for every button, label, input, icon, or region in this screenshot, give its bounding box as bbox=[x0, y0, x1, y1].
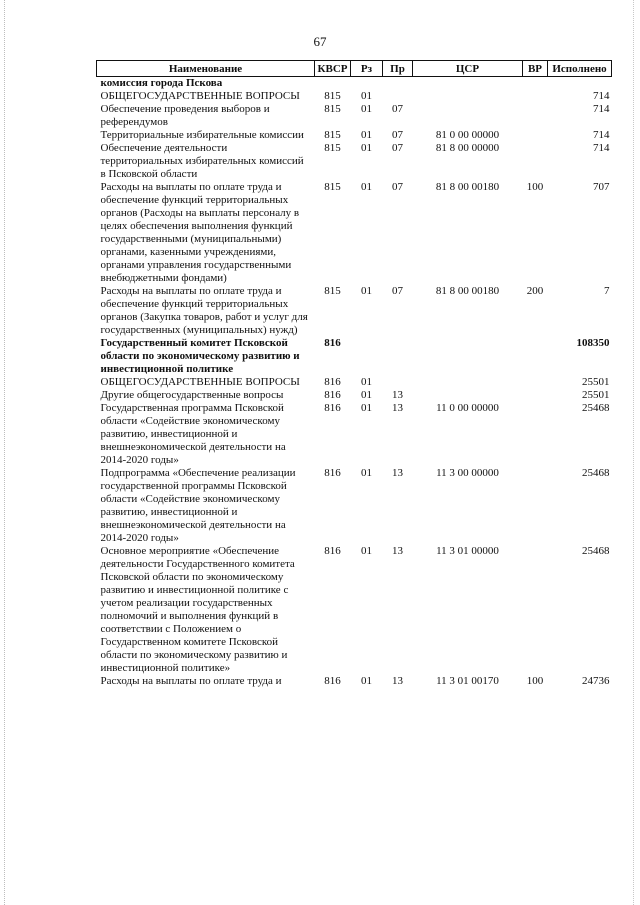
table-row bbox=[97, 402, 612, 467]
page-number: 67 bbox=[313, 34, 327, 49]
cell-csr: 11 3 01 00170 bbox=[436, 675, 499, 687]
table-row bbox=[97, 103, 612, 129]
cell-csr bbox=[413, 337, 523, 376]
header-pr: Пр bbox=[383, 61, 413, 77]
cell-kvsr: 816 bbox=[324, 402, 341, 414]
table-body bbox=[97, 77, 612, 689]
cell-kvsr: 815 bbox=[324, 90, 341, 102]
cell-vr bbox=[523, 389, 548, 402]
header-csr: ЦСР bbox=[413, 61, 523, 77]
table-row bbox=[97, 337, 612, 376]
cell-csr: 81 0 00 00000 bbox=[435, 129, 500, 141]
cell-rz: 01 bbox=[361, 142, 372, 154]
cell-pr: 07 bbox=[392, 285, 403, 297]
cell-executed: 24736 bbox=[582, 675, 610, 687]
cell-rz: 01 bbox=[361, 376, 372, 388]
table-header-row bbox=[97, 61, 612, 77]
cell-kvsr: 816 bbox=[324, 389, 341, 401]
cell-executed: 25501 bbox=[582, 389, 610, 401]
cell-rz: 01 bbox=[361, 181, 372, 193]
cell-vr bbox=[523, 545, 548, 675]
cell-pr bbox=[383, 376, 413, 389]
cell-pr: 13 bbox=[392, 467, 403, 479]
cell-executed: 25468 bbox=[582, 545, 610, 557]
scan-edge-left bbox=[4, 0, 5, 905]
cell-pr bbox=[383, 77, 413, 91]
cell-pr: 07 bbox=[392, 103, 403, 115]
cell-executed: 714 bbox=[593, 103, 610, 115]
cell-kvsr bbox=[315, 77, 351, 91]
cell-name: Другие общегосударственные вопросы bbox=[100, 389, 284, 401]
cell-pr: 13 bbox=[392, 402, 403, 414]
cell-kvsr: 815 bbox=[324, 285, 341, 297]
cell-executed: 714 bbox=[593, 142, 610, 154]
cell-name: Расходы на выплаты по оплате труда и bbox=[100, 675, 282, 687]
cell-executed: 7 bbox=[604, 285, 610, 297]
cell-vr bbox=[523, 103, 548, 129]
cell-pr: 13 bbox=[392, 545, 403, 557]
cell-executed: 707 bbox=[593, 181, 610, 193]
cell-kvsr: 816 bbox=[324, 467, 341, 479]
scan-edge-right bbox=[633, 0, 634, 905]
header-executed: Исполнено bbox=[548, 61, 612, 77]
cell-executed: 714 bbox=[593, 90, 610, 102]
cell-rz: 01 bbox=[361, 285, 372, 297]
header-rz: Рз bbox=[351, 61, 383, 77]
cell-kvsr: 816 bbox=[324, 545, 341, 557]
cell-name: ОБЩЕГОСУДАРСТВЕННЫЕ ВОПРОСЫ bbox=[100, 376, 300, 388]
cell-rz: 01 bbox=[361, 129, 372, 141]
cell-rz: 01 bbox=[361, 467, 372, 479]
cell-rz: 01 bbox=[361, 103, 372, 115]
budget-execution-table bbox=[96, 60, 612, 688]
cell-csr: 81 8 00 00180 bbox=[435, 181, 500, 193]
cell-csr: 11 0 00 00000 bbox=[436, 402, 499, 414]
cell-csr bbox=[413, 103, 523, 129]
cell-kvsr: 815 bbox=[324, 181, 341, 193]
cell-name: Обеспечение деятельности территориальных избирательных комиссий в Псковской области bbox=[100, 142, 304, 180]
table-row bbox=[97, 77, 612, 91]
table-row bbox=[97, 142, 612, 181]
cell-csr bbox=[413, 90, 523, 103]
cell-kvsr: 816 bbox=[324, 337, 341, 349]
cell-vr: 100 bbox=[526, 181, 544, 193]
cell-kvsr: 815 bbox=[324, 103, 341, 115]
cell-vr bbox=[523, 467, 548, 545]
cell-executed: 108350 bbox=[576, 337, 610, 349]
cell-pr: 07 bbox=[392, 181, 403, 193]
cell-executed: 25468 bbox=[582, 467, 610, 479]
cell-kvsr: 816 bbox=[324, 675, 341, 687]
cell-name: комиссия города Пскова bbox=[100, 77, 223, 89]
cell-rz: 01 bbox=[361, 402, 372, 414]
cell-vr bbox=[523, 376, 548, 389]
cell-vr bbox=[523, 337, 548, 376]
cell-executed: 25501 bbox=[582, 376, 610, 388]
cell-kvsr: 815 bbox=[324, 142, 341, 154]
cell-kvsr: 815 bbox=[324, 129, 341, 141]
cell-name: Государственная программа Псковской области «Содействие экономическому развитию, инвестиционной и внешнеэкономической деятельности на 2014-2020 годы» bbox=[100, 402, 286, 466]
cell-rz bbox=[351, 77, 383, 91]
cell-name: ОБЩЕГОСУДАРСТВЕННЫЕ ВОПРОСЫ bbox=[100, 90, 300, 102]
cell-executed bbox=[548, 77, 612, 91]
cell-csr bbox=[413, 389, 523, 402]
cell-csr: 11 3 00 00000 bbox=[436, 467, 499, 479]
cell-rz: 01 bbox=[361, 389, 372, 401]
table-row bbox=[97, 675, 612, 688]
cell-pr: 13 bbox=[392, 389, 403, 401]
table-row bbox=[97, 376, 612, 389]
cell-pr bbox=[383, 337, 413, 376]
cell-rz: 01 bbox=[361, 90, 372, 102]
cell-kvsr: 816 bbox=[324, 376, 341, 388]
cell-vr bbox=[523, 90, 548, 103]
cell-csr bbox=[413, 77, 523, 91]
cell-name: Основное мероприятие «Обеспечение деятельности Государственного комитета Псковской области по экономическому развитию и инвестиционной политике с учетом реализации государственных полномочий и выполнения функций в соответствии с Положением о Государственном комитете Псковской области по экономическому развитию и инвестиционной политике» bbox=[100, 545, 295, 674]
cell-pr: 07 bbox=[392, 129, 403, 141]
cell-pr: 07 bbox=[392, 142, 403, 154]
cell-pr bbox=[383, 90, 413, 103]
cell-vr bbox=[523, 129, 548, 142]
table-row bbox=[97, 129, 612, 142]
cell-name: Расходы на выплаты по оплате труда и обеспечение функций территориальных органов (Расходы на выплаты персоналу в целях обеспечения выполнения функций государственными (муниципальными) органами, казенными учреждениями, органами управления государственными внебюджетными фондами) bbox=[100, 181, 300, 284]
table-row bbox=[97, 181, 612, 285]
cell-vr bbox=[523, 77, 548, 91]
cell-csr bbox=[413, 376, 523, 389]
cell-name: Подпрограмма «Обеспечение реализации государственной программы Псковской области «Содействие экономическому развитию, инвестиционной и внешнеэкономической деятельности на 2014-2020 годы» bbox=[100, 467, 296, 544]
header-vr: ВР bbox=[523, 61, 548, 77]
cell-csr: 11 3 01 00000 bbox=[436, 545, 499, 557]
cell-vr bbox=[523, 142, 548, 181]
header-kvsr: КВСР bbox=[315, 61, 351, 77]
cell-executed: 25468 bbox=[582, 402, 610, 414]
cell-rz bbox=[351, 337, 383, 376]
cell-csr: 81 8 00 00180 bbox=[435, 285, 500, 297]
cell-vr: 100 bbox=[526, 675, 544, 687]
cell-rz: 01 bbox=[361, 675, 372, 687]
cell-pr: 13 bbox=[392, 675, 403, 687]
table-row bbox=[97, 545, 612, 675]
cell-name: Расходы на выплаты по оплате труда и обеспечение функций территориальных органов (Закупка товаров, работ и услуг для государственных (муниципальных) нужд) bbox=[100, 285, 308, 336]
table-row bbox=[97, 467, 612, 545]
table-row bbox=[97, 90, 612, 103]
table-row bbox=[97, 285, 612, 337]
header-name: Наименование bbox=[97, 61, 315, 77]
cell-rz: 01 bbox=[361, 545, 372, 557]
cell-name: Государственный комитет Псковской области по экономическому развитию и инвестиционной политике bbox=[100, 337, 300, 375]
table-row bbox=[97, 389, 612, 402]
cell-vr: 200 bbox=[526, 285, 544, 297]
cell-name: Территориальные избирательные комиссии bbox=[100, 129, 304, 141]
cell-executed: 714 bbox=[593, 129, 610, 141]
cell-name: Обеспечение проведения выборов и референдумов bbox=[100, 103, 270, 128]
cell-vr bbox=[523, 402, 548, 467]
cell-csr: 81 8 00 00000 bbox=[435, 142, 500, 154]
